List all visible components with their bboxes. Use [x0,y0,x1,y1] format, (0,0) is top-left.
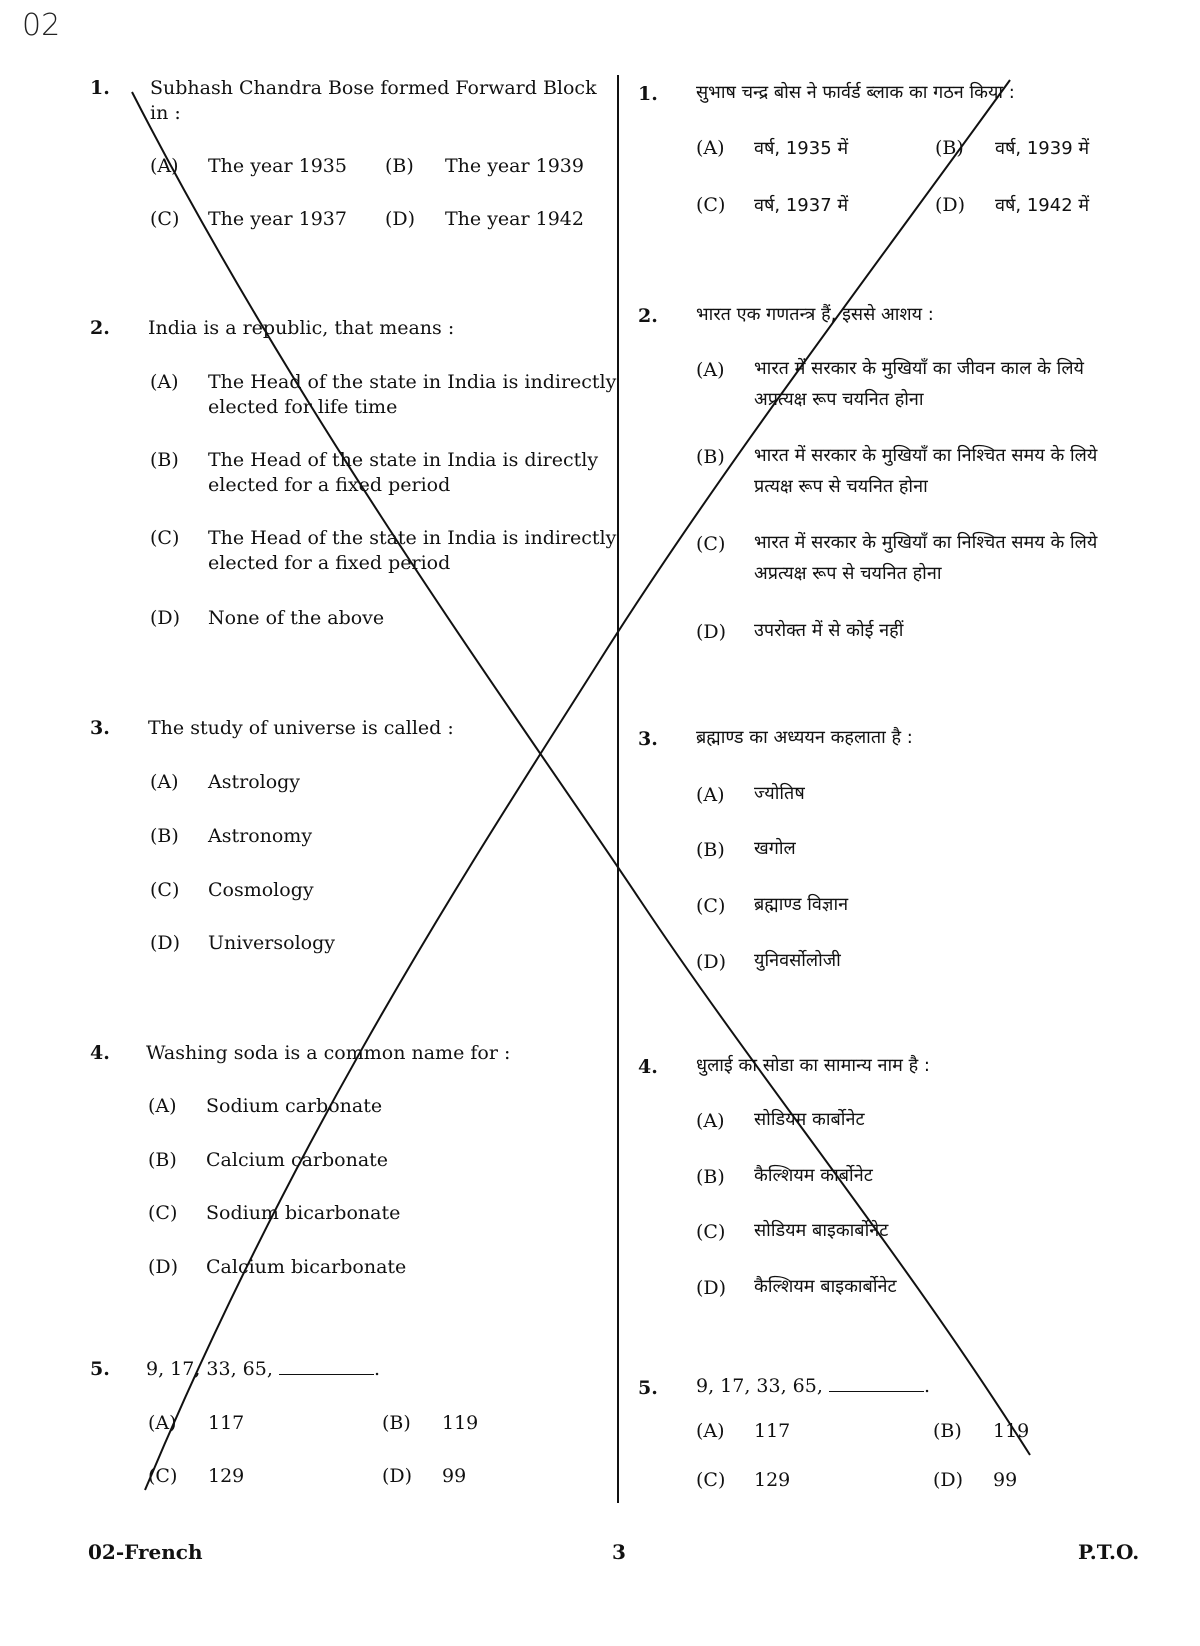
question-number: 1. [638,83,658,105]
question-text: The study of universe is called : [148,717,454,739]
question-number: 5. [638,1377,658,1399]
question-number: 4. [90,1042,110,1064]
question-1-en [90,76,610,136]
question-number: 1. [90,77,110,99]
question-number: 2. [90,317,110,339]
question-text: 9, 17, 33, 65, . [696,1375,930,1397]
question-text: 9, 17, 33, 65, . [146,1358,380,1380]
question-number: 4. [638,1056,658,1078]
handwritten-page-mark: 02 [22,8,61,43]
column-divider [617,75,619,1503]
question-text: India is a republic, that means : [148,317,455,339]
question-text-line1: Subhash Chandra Bose formed Forward Block [150,77,597,99]
question-text-line2: in : [150,102,181,124]
question-text: सुभाष चन्द्र बोस ने फार्वर्ड ब्लाक का गठन किया : [696,82,1015,103]
question-text: ब्रह्माण्ड का अध्ययन कहलाता है : [696,727,913,748]
footer-page-number: 3 [612,1540,626,1564]
question-text: Washing soda is a common name for : [146,1042,511,1064]
answer-blank [279,1358,374,1375]
question-text: धुलाई का सोडा का सामान्य नाम है : [696,1055,930,1076]
question-number: 2. [638,305,658,327]
question-number: 3. [638,728,658,750]
question-text: भारत एक गणतन्त्र हैं, इससे आशय : [696,304,934,325]
answer-blank [829,1375,924,1392]
footer-pto: P.T.O. [1078,1540,1140,1564]
question-number: 5. [90,1358,110,1380]
question-number: 3. [90,717,110,739]
footer-paper-code: 02-French [88,1540,203,1564]
